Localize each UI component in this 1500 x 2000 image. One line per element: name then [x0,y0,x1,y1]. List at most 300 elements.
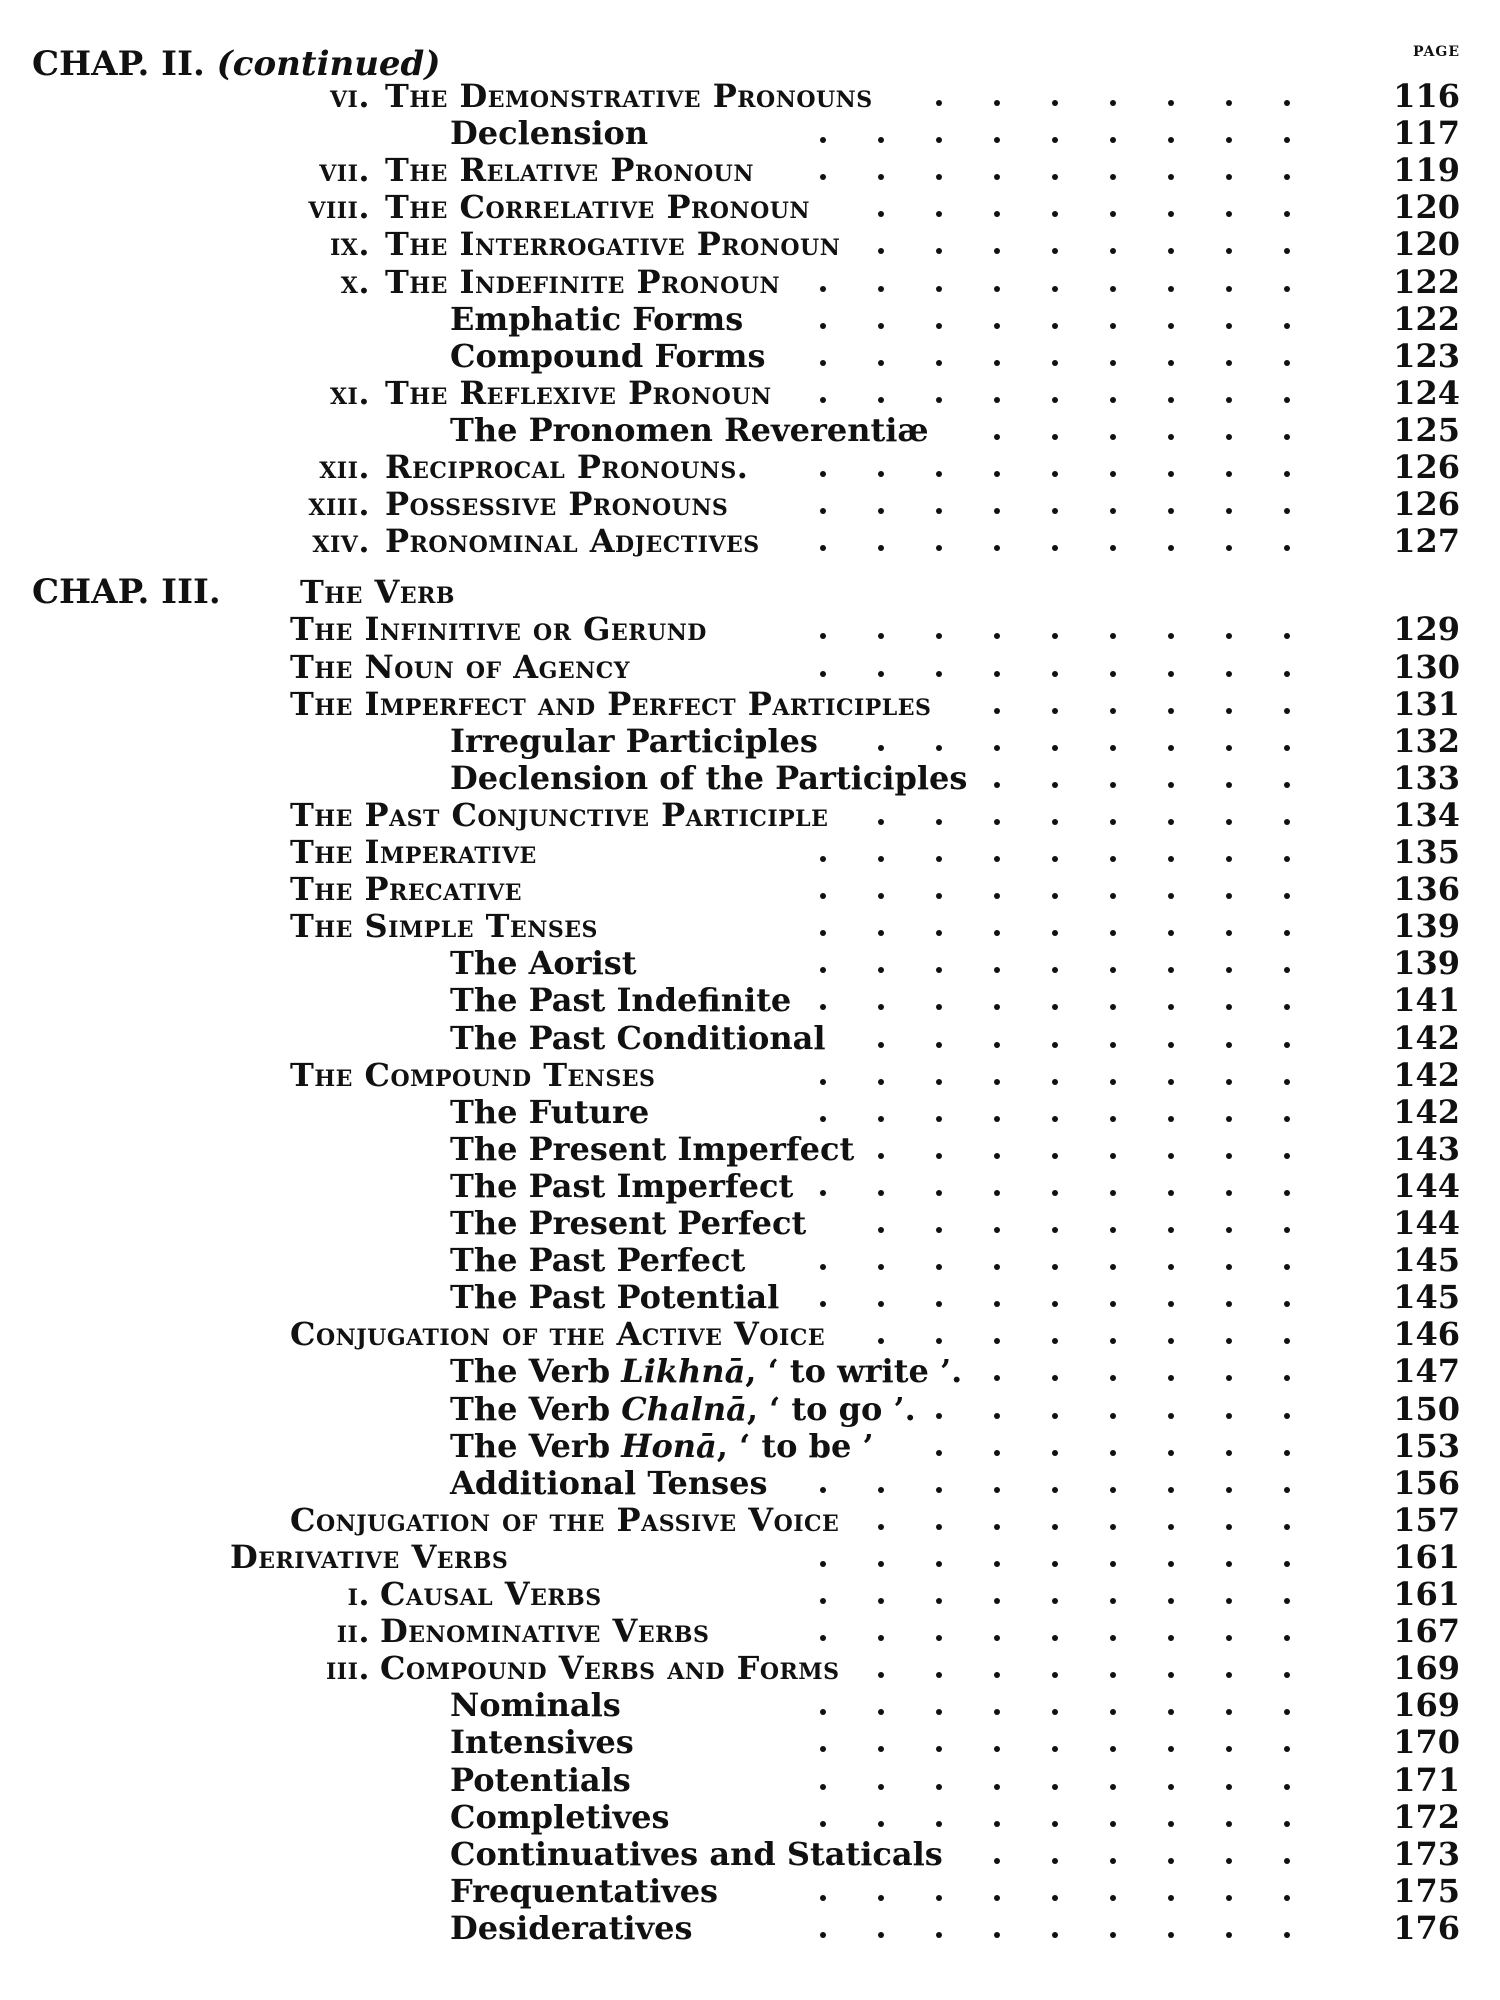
leader-dot [1226,434,1232,440]
entry-title: Compound Forms [450,336,766,375]
leader-dot [1284,1227,1290,1233]
leader-dot [820,930,826,936]
entry-title: The Present Imperfect [450,1129,855,1168]
leader-dot [1110,708,1116,714]
leader-dot [1110,1375,1116,1381]
entry-title-suffix: , ‘ to write ’. [745,1352,963,1391]
leader-dot [1284,1004,1290,1010]
leader-dot [1052,1375,1058,1381]
leader-dot [1052,1524,1058,1530]
entry-title: Intensives [450,1723,634,1762]
leader-dot [878,1635,884,1641]
leader-dot [1110,1746,1116,1752]
leader-dot [1110,1264,1116,1270]
leader-dot [1110,137,1116,143]
leader-dot [1052,1227,1058,1233]
chapter-label: CHAP. III. [32,572,221,613]
leader-dot [820,1821,826,1827]
leader-dot [1052,633,1058,639]
leader-dot [1052,1413,1058,1419]
leader-dot [994,1153,1000,1159]
leader-dot [1284,1598,1290,1604]
toc-entry [0,1799,1500,1835]
leader-dot [1168,1635,1174,1641]
leader-dot [1284,1450,1290,1456]
leader-dot [1226,1413,1232,1419]
leader-dot [936,397,942,403]
leader-dot [1168,1116,1174,1122]
entry-numeral: vi. [329,77,370,115]
toc-entry [0,1205,1500,1241]
leader-dot [878,1561,884,1567]
entry-page-number: 126 [1393,448,1460,486]
entry-title: The Imperative [290,833,537,871]
entry-title: Nominals [450,1686,621,1725]
leader-dot [878,545,884,551]
entry-title: The Past Imperfect [450,1166,794,1205]
entry-title: The Simple Tenses [290,907,598,946]
leader-dot [878,323,884,329]
entry-page-number: 124 [1393,373,1460,412]
entry-page-number: 156 [1393,1463,1460,1502]
leader-dot [1168,1895,1174,1901]
entry-page-number: 145 [1393,1278,1460,1317]
leader-dot [994,1895,1000,1901]
leader-dot [820,967,826,973]
leader-dot [878,1598,884,1604]
leader-dot [820,174,826,180]
leader-dot [994,1784,1000,1790]
toc-entry [0,486,1500,522]
leader-dot [994,930,1000,936]
leader-dot [1226,211,1232,217]
leader-dot [1284,782,1290,788]
entry-title: Declension [450,114,649,153]
leader-dot [878,1153,884,1159]
leader-dot [1284,1524,1290,1530]
leader-dot [820,1895,826,1901]
leader-dot [1168,1004,1174,1010]
leader-dot [1110,893,1116,899]
entry-title: The Imperfect and Perfect Participles [290,684,932,723]
leader-dot [1168,819,1174,825]
leader-dot [936,360,942,366]
leader-dot [820,856,826,862]
leader-dot [994,248,1000,254]
leader-dot [1168,1153,1174,1159]
toc-entry [0,1020,1500,1056]
leader-dot [1284,1672,1290,1678]
toc-entry [0,1094,1500,1130]
toc-entry [0,1873,1500,1909]
leader-dot [1284,434,1290,440]
leader-dot [1226,1858,1232,1864]
leader-dot [994,1264,1000,1270]
leader-dot [878,286,884,292]
leader-dot [1168,967,1174,973]
entry-page-number: 130 [1393,647,1460,686]
leader-dot [1052,508,1058,514]
leader-dot [1052,434,1058,440]
leader-dot [1110,1153,1116,1159]
leader-dot [1168,1413,1174,1419]
toc-entry [0,908,1500,944]
leader-dot [1168,137,1174,143]
leader-dot [1168,471,1174,477]
leader-dot [820,545,826,551]
leader-dot [1284,1635,1290,1641]
leader-dot [1052,1190,1058,1196]
leader-dot [936,1784,942,1790]
leader-dot [936,1635,942,1641]
entry-page-number: 167 [1393,1612,1460,1651]
entry-page-number: 170 [1393,1723,1460,1762]
leader-dot [878,1524,884,1530]
leader-dot [1110,1561,1116,1567]
toc-entry [0,1353,1500,1389]
leader-dot [820,1301,826,1307]
leader-dot [1168,1524,1174,1530]
leader-dot [1284,137,1290,143]
leader-dot [1052,211,1058,217]
leader-dot [820,286,826,292]
toc-entry [0,412,1500,448]
leader-dot [994,1524,1000,1530]
leader-dot [1052,100,1058,106]
leader-dot [936,174,942,180]
leader-dot [1284,1153,1290,1159]
leader-dot [1168,1561,1174,1567]
entry-page-number: 132 [1393,721,1460,760]
leader-dot [1226,545,1232,551]
leader-dot [936,1116,942,1122]
leader-dot [1052,1450,1058,1456]
leader-dot [1226,671,1232,677]
entry-title: Reciprocal Pronouns. [385,448,749,486]
leader-dot [1284,1709,1290,1715]
leader-dot [1284,1487,1290,1493]
leader-dot [936,633,942,639]
leader-dot [1110,471,1116,477]
entry-title-word: Honā [621,1426,717,1465]
leader-dot [1168,1450,1174,1456]
leader-dot [1168,1784,1174,1790]
leader-dot [1110,1450,1116,1456]
leader-dot [994,1487,1000,1493]
leader-dot [1110,1524,1116,1530]
leader-dot [1226,1116,1232,1122]
leader-dot [1226,1635,1232,1641]
leader-dot [1110,545,1116,551]
entry-title-suffix: , ‘ to be ’ [716,1426,874,1465]
leader-dot [936,248,942,254]
leader-dot [1168,745,1174,751]
entry-title: Completives [450,1797,670,1836]
entry-numeral: xi. [329,373,370,412]
leader-dot [1226,1042,1232,1048]
leader-dot [1110,782,1116,788]
leader-dot [1226,1301,1232,1307]
leader-dot [1110,286,1116,292]
leader-dot [1168,1227,1174,1233]
entry-title: Continuatives and Staticals [450,1834,943,1873]
leader-dot [820,1190,826,1196]
leader-dot [820,671,826,677]
leader-dot [1168,508,1174,514]
toc-entry [0,1613,1500,1649]
leader-dot [1052,1784,1058,1790]
leader-dot [878,1784,884,1790]
leader-dot [1284,1301,1290,1307]
leader-dot [1052,1004,1058,1010]
leader-dot [1168,397,1174,403]
leader-dot [1052,671,1058,677]
leader-dot [1284,930,1290,936]
leader-dot [1052,545,1058,551]
leader-dot [878,1895,884,1901]
entry-title [450,1391,916,1427]
leader-dot [878,397,884,403]
leader-dot [1110,360,1116,366]
leader-dot [994,211,1000,217]
leader-dot [1052,1895,1058,1901]
leader-dot [994,856,1000,862]
leader-dot [994,174,1000,180]
leader-dot [1284,1561,1290,1567]
leader-dot [1284,1375,1290,1381]
leader-dot [1168,782,1174,788]
leader-dot [1284,1858,1290,1864]
leader-dot [1168,930,1174,936]
leader-dot [878,893,884,899]
leader-dot [1168,1858,1174,1864]
leader-dot [994,1561,1000,1567]
entry-page-number: 144 [1393,1166,1460,1205]
entry-title: The Past Conjunctive Participle [290,795,829,834]
leader-dot [1168,1746,1174,1752]
leader-dot [820,1709,826,1715]
entry-title: Pronominal Adjectives [385,522,760,561]
leader-dot [994,1301,1000,1307]
toc-entry [0,78,1500,114]
leader-dot [936,1561,942,1567]
leader-dot [1052,286,1058,292]
leader-dot [1284,1932,1290,1938]
entry-title: The Correlative Pronoun [385,188,811,227]
leader-dot [994,1116,1000,1122]
leader-dot [936,856,942,862]
leader-dot [1284,1821,1290,1827]
toc-entry [0,301,1500,337]
entry-page-number: 143 [1393,1129,1460,1168]
leader-dot [1226,1524,1232,1530]
entry-page-number: 169 [1393,1649,1460,1688]
leader-dot [1052,1858,1058,1864]
leader-dot [878,745,884,751]
leader-dot [1110,508,1116,514]
leader-dot [994,1932,1000,1938]
leader-dot [1284,248,1290,254]
toc-entry [0,1576,1500,1612]
leader-dot [878,967,884,973]
entry-numeral: x. [340,262,370,301]
entry-numeral: viii. [308,188,370,227]
leader-dot [936,1598,942,1604]
leader-dot [936,100,942,106]
toc-entry [0,152,1500,188]
leader-dot [994,1338,1000,1344]
leader-dot [1052,1264,1058,1270]
leader-dot [994,1079,1000,1085]
entry-title: Conjugation of the Active Voice [290,1315,826,1354]
toc-entry [0,264,1500,300]
continued-label: (continued) [216,44,441,84]
toc-entry [0,1910,1500,1946]
leader-dot [1226,1561,1232,1567]
entry-page-number: 135 [1393,833,1460,871]
leader-dot [1110,745,1116,751]
leader-dot [994,1746,1000,1752]
entry-page-number: 134 [1393,795,1460,834]
entry-title: The Past Perfect [450,1241,746,1280]
leader-dot [1168,1932,1174,1938]
leader-dot [1226,708,1232,714]
leader-dot [1168,1709,1174,1715]
leader-dot [1168,1079,1174,1085]
leader-dot [1168,1190,1174,1196]
leader-dot [1226,1264,1232,1270]
leader-dot [1052,967,1058,973]
entry-title: The Infinitive or Gerund [290,610,707,649]
entry-title: Emphatic Forms [450,299,744,338]
toc-entry [0,1836,1500,1872]
leader-dot [994,545,1000,551]
leader-dot [1110,1784,1116,1790]
leader-dot [1226,137,1232,143]
leader-dot [1226,286,1232,292]
leader-dot [820,633,826,639]
leader-dot [994,100,1000,106]
leader-dot [820,1004,826,1010]
toc-entry [0,686,1500,722]
entry-page-number: 144 [1393,1204,1460,1242]
entry-page-number: 142 [1393,1055,1460,1094]
entry-page-number: 142 [1393,1092,1460,1131]
entry-page-number: 120 [1393,225,1460,264]
leader-dot [1226,930,1232,936]
leader-dot [1110,1338,1116,1344]
leader-dot [1168,708,1174,714]
leader-dot [1226,819,1232,825]
entry-title-prefix: The Verb [450,1389,622,1428]
toc-entry [0,1687,1500,1723]
leader-dot [878,211,884,217]
entry-page-number: 142 [1393,1018,1460,1057]
toc-entry [0,871,1500,907]
leader-dot [1226,1227,1232,1233]
leader-dot [878,1746,884,1752]
leader-dot [1110,967,1116,973]
entry-title: Additional Tenses [450,1463,768,1502]
leader-dot [1168,434,1174,440]
leader-dot [878,1004,884,1010]
leader-dot [936,1821,942,1827]
toc-entry [0,611,1500,647]
entry-page-number: 176 [1393,1908,1460,1947]
leader-dot [1168,1375,1174,1381]
entry-title: The Reflexive Pronoun [385,373,772,412]
leader-dot [1284,100,1290,106]
entry-page-number: 117 [1393,114,1460,153]
leader-dot [820,1932,826,1938]
leader-dot [878,1672,884,1678]
entry-page-number: 136 [1393,870,1460,909]
entry-page-number: 147 [1393,1352,1460,1391]
entry-title: Denominative Verbs [380,1612,710,1651]
leader-dot [994,397,1000,403]
leader-dot [994,1598,1000,1604]
leader-dot [936,137,942,143]
entry-page-number: 169 [1393,1686,1460,1725]
leader-dot [936,1524,942,1530]
entry-page-number: 125 [1393,410,1460,449]
entry-page-number: 141 [1393,981,1460,1020]
entry-page-number: 129 [1393,610,1460,649]
entry-title: The Indefinite Pronoun [385,262,781,301]
leader-dot [820,360,826,366]
leader-dot [1052,1338,1058,1344]
leader-dot [1052,856,1058,862]
entry-numeral: vii. [319,151,370,190]
leader-dot [1052,1116,1058,1122]
leader-dot [1226,1338,1232,1344]
entry-page-number: 173 [1393,1834,1460,1873]
entry-page-number: 139 [1393,944,1460,983]
toc-entry [0,945,1500,981]
leader-dot [1110,211,1116,217]
leader-dot [1168,286,1174,292]
leader-dot [1284,745,1290,751]
leader-dot [820,1561,826,1567]
leader-dot [1284,1264,1290,1270]
toc-entry [0,982,1500,1018]
leader-dot [936,819,942,825]
leader-dot [936,930,942,936]
leader-dot [1052,397,1058,403]
leader-dot [1052,708,1058,714]
entry-page-number: 161 [1393,1537,1460,1576]
entry-title: The Past Conditional [450,1018,826,1057]
toc-entry [0,226,1500,262]
leader-dot [1226,360,1232,366]
leader-dot [1168,1264,1174,1270]
entry-title: The Demonstrative Pronouns [385,77,873,115]
leader-dot [1168,1301,1174,1307]
leader-dot [994,508,1000,514]
leader-dot [936,1227,942,1233]
entry-numeral: xii. [319,448,370,486]
leader-dot [1284,1784,1290,1790]
leader-dot [994,1375,1000,1381]
toc-entry [0,1762,1500,1798]
entry-page-number: 119 [1393,151,1460,190]
entry-title: The Verb [300,573,455,612]
leader-dot [994,1450,1000,1456]
leader-dot [1284,633,1290,639]
leader-dot [1110,397,1116,403]
leader-dot [994,1227,1000,1233]
leader-dot [1110,1821,1116,1827]
